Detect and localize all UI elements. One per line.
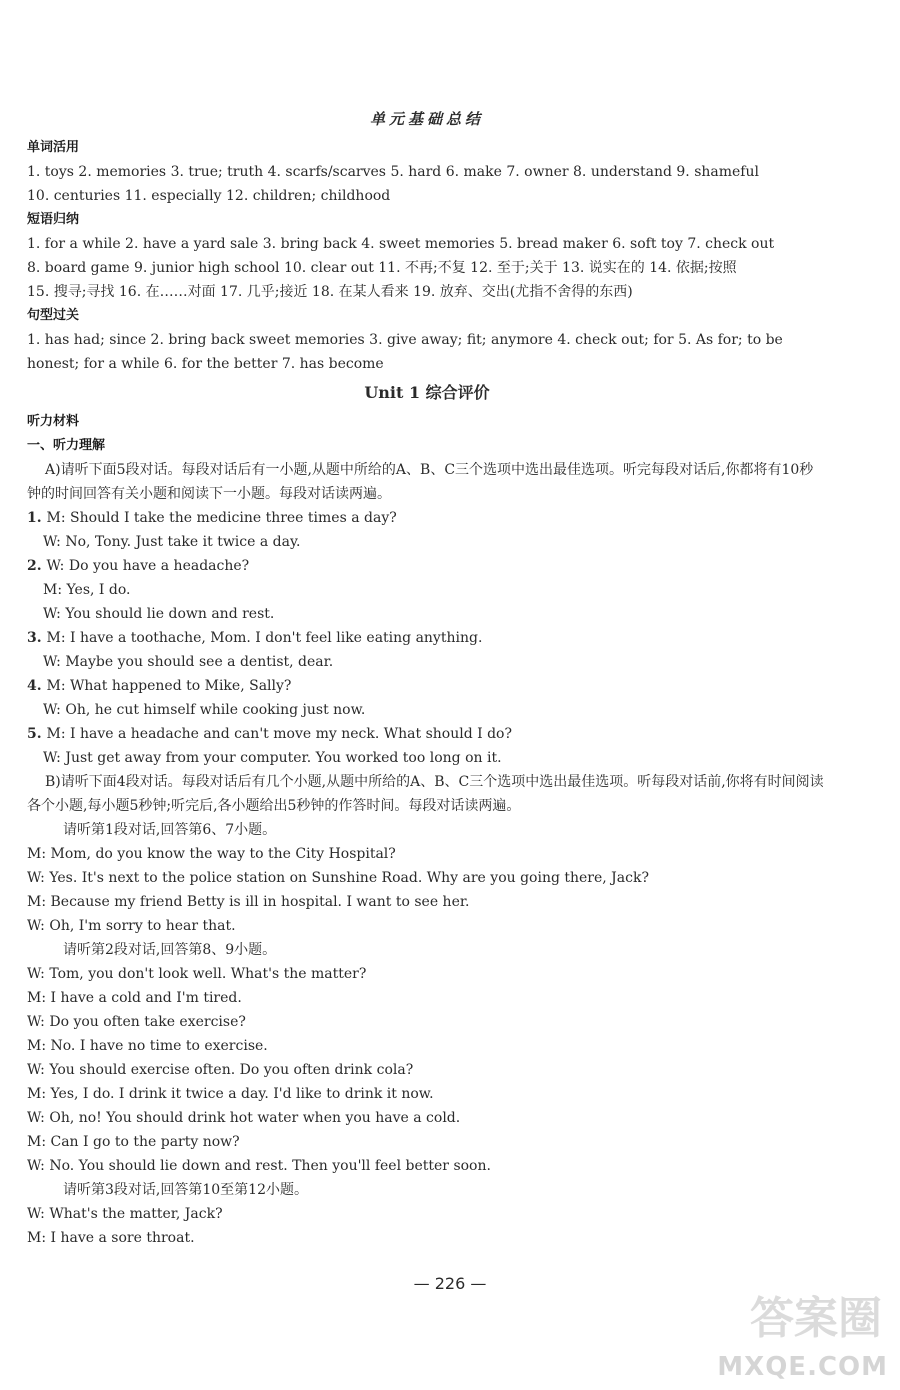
dialog-line: M: What happened to Mike, Sally? xyxy=(46,678,292,694)
dialog-line: W: You should exercise often. Do you often drink cola? xyxy=(27,1062,414,1078)
phrases-line: 1. for a while 2. have a yard sale 3. bring back 4. sweet memories 5. bread maker 6. soft toy 7. check out xyxy=(27,236,775,252)
dialog-line: M: No. I have no time to exercise. xyxy=(27,1038,268,1054)
dialog-line: W: Just get away from your computer. You worked too long on it. xyxy=(43,750,502,766)
dialog-line: M: Should I take the medicine three times a day? xyxy=(46,510,397,526)
part-a-intro: A)请听下面5段对话。每段对话后有一小题,从题中所给的A、B、C三个选项中选出最佳选项。听完每段对话后,你都将有10秒钟的时间回答有关小题和阅读下一小题。每段对话读两遍。 xyxy=(27,462,814,502)
dialog-line: W: Tom, you don't look well. What's the matter? xyxy=(27,966,367,982)
dialog-line: W: Oh, no! You should drink hot water when you have a cold. xyxy=(27,1110,461,1126)
sentences-heading: 句型过关 xyxy=(27,308,80,323)
dialog1-intro: 请听第1段对话,回答第6、7小题。 xyxy=(63,822,277,838)
part-a-dialogs xyxy=(27,506,827,770)
phrases-line: 15. 搜寻;寻找 16. 在……对面 17. 几乎;接近 18. 在某人看来 19. 放弃、交出(尤指不舍得的东西) xyxy=(27,284,633,300)
summary-title: 单元基础总结 xyxy=(369,110,484,128)
answer-page xyxy=(27,104,827,1250)
dialog-line: M: Can I go to the party now? xyxy=(27,1134,240,1150)
phrases-line: 8. board game 9. junior high school 10. clear out 11. 不再;不复 12. 至于;关于 13. 说实在的 14. 依据;按照 xyxy=(27,260,737,276)
dialog-line: M: Yes, I do. xyxy=(43,582,131,598)
dialog-line: W: What's the matter, Jack? xyxy=(27,1206,223,1222)
dialog-line: W: No. You should lie down and rest. Then you'll feel better soon. xyxy=(27,1158,491,1174)
question-number: 4. xyxy=(27,678,47,694)
question-number: 5. xyxy=(27,726,47,742)
dialog-line: M: I have a cold and I'm tired. xyxy=(27,990,242,1006)
sentences-line: 1. has had; since 2. bring back sweet memories 3. give away; fit; anymore 4. check out; for 5. As for; to be xyxy=(27,332,783,348)
phrases-heading: 短语归纳 xyxy=(27,212,80,227)
vocab-line: 10. centuries 11. especially 12. children; childhood xyxy=(27,188,391,204)
dialog-line: W: You should lie down and rest. xyxy=(43,606,275,622)
dialog-line: W: Do you have a headache? xyxy=(46,558,250,574)
watermark-logo-text: 答案圈 xyxy=(750,1293,882,1344)
dialog-line: W: No, Tony. Just take it twice a day. xyxy=(43,534,301,550)
watermark-site: MXQE.COM xyxy=(717,1352,888,1382)
dialog3-intro: 请听第3段对话,回答第10至第12小题。 xyxy=(63,1182,308,1198)
dialog-line: W: Yes. It's next to the police station on Sunshine Road. Why are you going there, Jack? xyxy=(27,870,649,886)
dialog2-intro: 请听第2段对话,回答第8、9小题。 xyxy=(63,942,277,958)
unit-title: Unit 1 综合评价 xyxy=(364,383,490,402)
question-number: 2. xyxy=(27,558,47,574)
listening-subheading: 一、听力理解 xyxy=(27,438,106,453)
question-number: 1. xyxy=(27,510,47,526)
dialog-line: M: Because my friend Betty is ill in hospital. I want to see her. xyxy=(27,894,470,910)
dialog-line: M: Yes, I do. I drink it twice a day. I'd like to drink it now. xyxy=(27,1086,434,1102)
dialog-line: W: Oh, he cut himself while cooking just now. xyxy=(43,702,366,718)
dialog-line: W: Maybe you should see a dentist, dear. xyxy=(43,654,334,670)
dialog-line: W: Oh, I'm sorry to hear that. xyxy=(27,918,236,934)
dialog-line: M: I have a headache and can't move my neck. What should I do? xyxy=(46,726,512,742)
listening-heading: 听力材料 xyxy=(27,414,80,429)
dialog-line: W: Do you often take exercise? xyxy=(27,1014,246,1030)
vocab-line: 1. toys 2. memories 3. true; truth 4. scarfs/scarves 5. hard 6. make 7. owner 8. understand 9. shameful xyxy=(27,164,759,180)
sentences-line: honest; for a while 6. for the better 7. has become xyxy=(27,356,384,372)
dialog-line: M: Mom, do you know the way to the City Hospital? xyxy=(27,846,396,862)
vocab-heading: 单词活用 xyxy=(27,140,80,155)
part-b-intro: B)请听下面4段对话。每段对话后有几个小题,从题中所给的A、B、C三个选项中选出最佳选项。听每段对话前,你将有时间阅读各个小题,每小题5秒钟;听完后,各小题给出5秒钟的作答时间。每段对话读两遍。 xyxy=(27,774,824,814)
page-number: — 226 — xyxy=(413,1274,487,1293)
dialog-line: M: I have a sore throat. xyxy=(27,1230,195,1246)
dialog-line: M: I have a toothache, Mom. I don't feel like eating anything. xyxy=(46,630,483,646)
watermark-logo xyxy=(708,1282,888,1382)
question-number: 3. xyxy=(27,630,47,646)
